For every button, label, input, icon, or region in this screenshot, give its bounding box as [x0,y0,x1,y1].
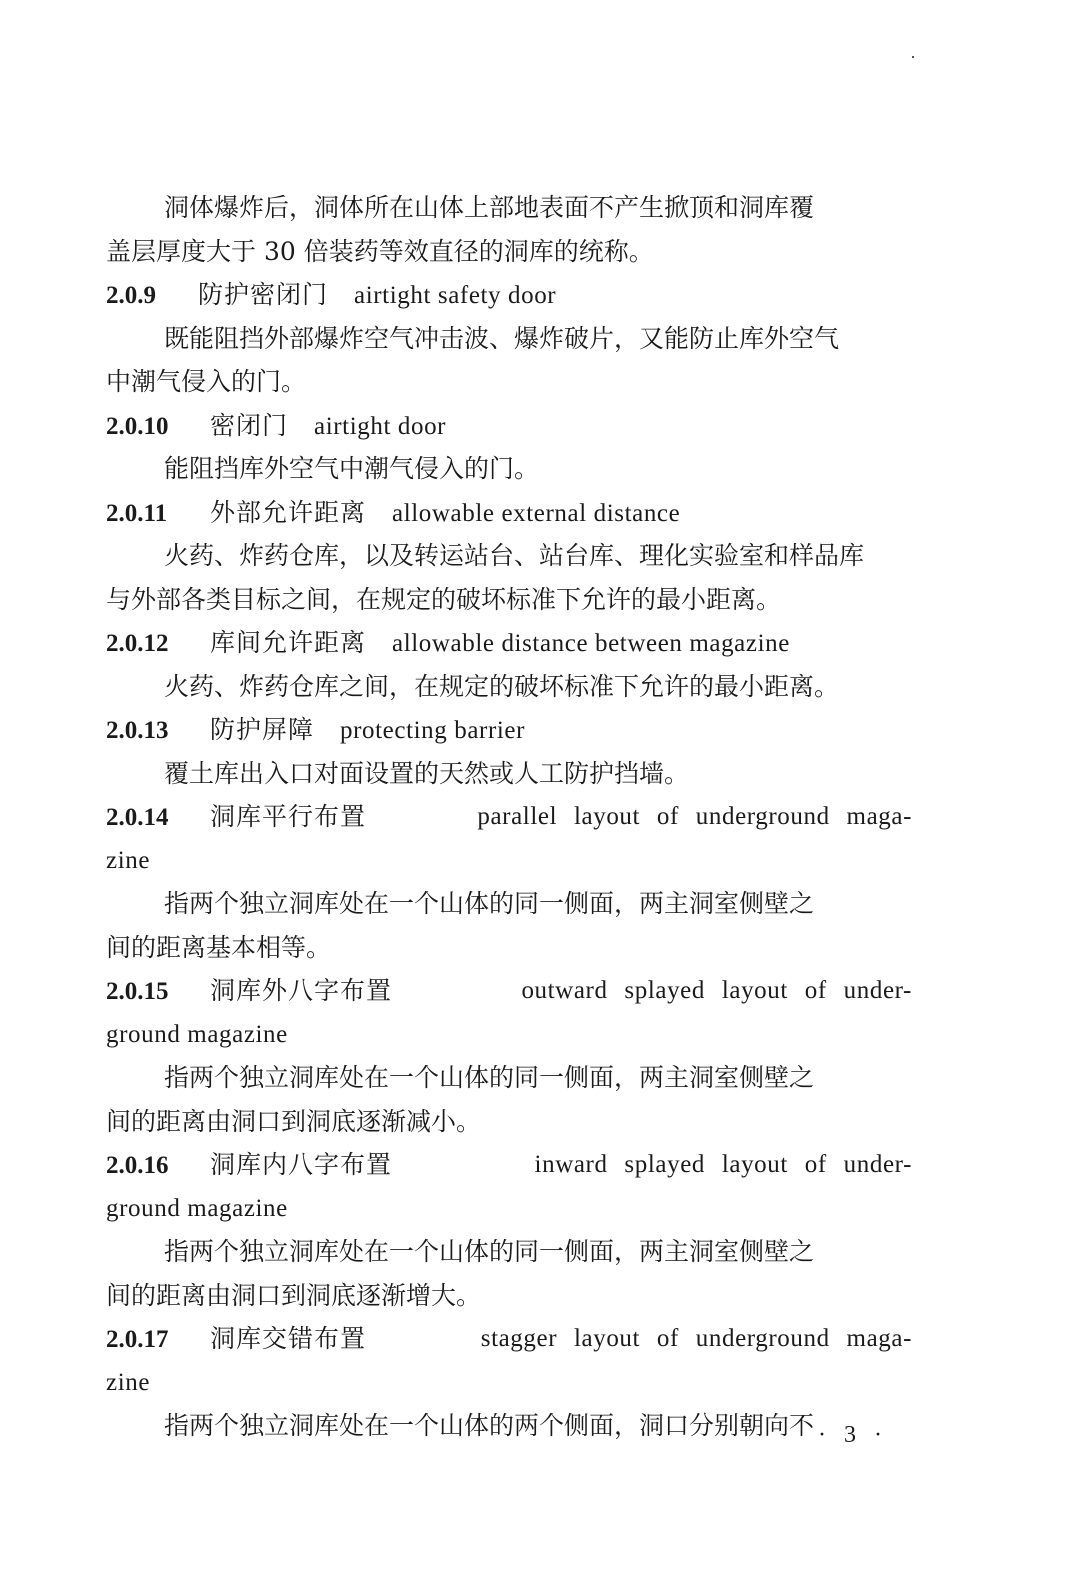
term-heading [106,273,912,317]
term-heading [106,1143,912,1187]
term-english: outward splayed layout of under- [521,977,912,1004]
paragraph-line: 间的距离由洞口到洞底逐渐增大。 [106,1280,482,1310]
term-head-left [106,1143,418,1187]
term-english: allowable external distance [392,499,681,527]
paragraph-line: 指两个独立洞库处在一个山体的两个侧面，洞口分别朝向不 [164,1411,815,1440]
term-heading [106,708,912,752]
paragraph-line: 既能阻挡外部爆炸空气冲击波、爆炸破片，又能防止库外空气 [164,323,840,353]
paragraph-line: 覆土库出入口对面设置的天然或人工防护挡墙。 [164,758,690,788]
term-english: airtight safety door [354,282,557,309]
page-number: · 3 · [818,1422,888,1448]
term-number: 2.0.16 [106,1152,169,1179]
paragraph-line: 指两个独立洞库处在一个山体的同一侧面，两主洞室侧壁之 [164,889,815,918]
term-english-continuation: ground magazine [106,1020,288,1048]
document-body [106,186,912,1448]
paragraph-line: 与外部各类目标之间，在规定的破坏标准下允许的最小距离。 [106,584,782,614]
paragraph-line: 间的距离由洞口到洞底逐渐减小。 [106,1106,482,1136]
term-heading [106,404,912,448]
term-chinese: 密闭门 [210,410,289,440]
term-english-continuation: zine [106,846,151,874]
term-english: allowable distance between magazine [392,630,790,657]
paragraph-line: 洞体爆炸后，洞体所在山体上部地表面不产生掀顶和洞库覆 [164,193,815,222]
term-chinese: 防护密闭门 [198,280,329,309]
term-english: protecting barrier [340,717,526,744]
term-heading [106,621,912,665]
term-number: 2.0.11 [106,499,168,527]
term-english: airtight door [314,412,447,440]
paragraph-line: 指两个独立洞库处在一个山体的同一侧面，两主洞室侧壁之 [164,1237,815,1266]
term-chinese: 洞库平行布置 [210,802,367,831]
term-chinese: 洞库交错布置 [210,1324,367,1353]
term-chinese: 库间允许距离 [210,628,367,657]
term-chinese: 洞库外八字布置 [210,976,393,1005]
term-number: 2.0.17 [106,1326,169,1353]
term-head-left [106,969,418,1013]
paragraph-line: 盖层厚度大于 30 倍装药等效直径的洞库的统称。 [106,236,654,266]
paragraph-line: 火药、炸药仓库，以及转运站台、站台库、理化实验室和样品库 [164,541,865,570]
scan-dot [912,56,914,58]
term-english-continuation: ground magazine [106,1194,288,1222]
term-chinese: 洞库内八字布置 [210,1150,393,1179]
term-heading [106,1317,912,1361]
term-heading [106,969,912,1013]
term-number: 2.0.14 [106,804,169,831]
paragraph-line: 中潮气侵入的门。 [106,367,307,396]
term-head-left [106,795,392,839]
term-number: 2.0.12 [106,630,169,657]
term-heading [106,491,912,535]
term-head-left [106,1317,392,1361]
term-number: 2.0.15 [106,978,169,1005]
paragraph-line: 指两个独立洞库处在一个山体的同一侧面，两主洞室侧壁之 [164,1063,815,1092]
term-english-continuation: zine [106,1368,151,1396]
term-number: 2.0.9 [106,282,156,309]
term-number: 2.0.10 [106,412,169,440]
term-english: parallel layout of underground maga- [477,803,912,830]
term-heading [106,795,912,839]
term-chinese: 防护屏障 [210,715,315,744]
paragraph-line: 间的距离基本相等。 [106,932,332,962]
paragraph-line: 能阻挡库外空气中潮气侵入的门。 [164,454,540,483]
paragraph-line: 火药、炸药仓库之间，在规定的破坏标准下允许的最小距离。 [164,671,840,701]
term-english: stagger layout of underground maga- [480,1325,912,1352]
term-number: 2.0.13 [106,717,169,744]
term-english: inward splayed layout of under- [534,1151,912,1178]
term-chinese: 外部允许距离 [210,497,367,527]
